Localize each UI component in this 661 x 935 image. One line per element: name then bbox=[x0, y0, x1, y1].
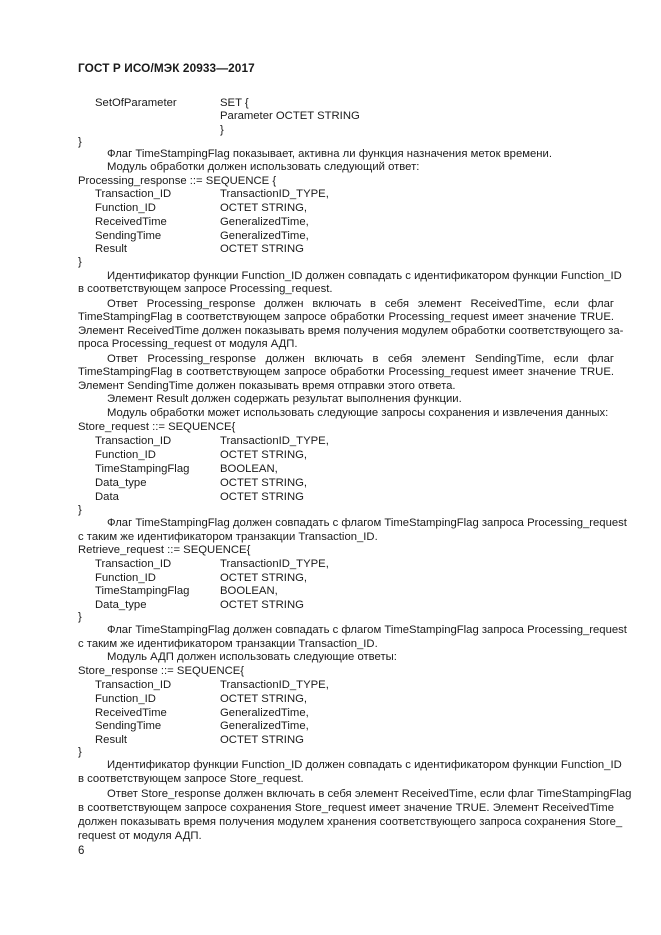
text-line: SET { bbox=[220, 97, 249, 109]
text-line: OCTET STRING, bbox=[220, 693, 308, 705]
text-line: Data_type bbox=[95, 599, 147, 611]
text-line: TransactionID_TYPE, bbox=[220, 435, 329, 447]
text-line: } bbox=[78, 611, 82, 623]
text-line: с таким же идентификатором транзакции Transaction_ID. bbox=[78, 531, 378, 543]
text-line: TimeStampingFlag bbox=[95, 463, 190, 475]
text-line: Store_response ::= SEQUENCE{ bbox=[78, 665, 245, 677]
text-line: Function_ID bbox=[95, 202, 156, 214]
text-line: Флаг TimeStampingFlag должен совпадать с флагом TimeStampingFlag запроса Processing_request bbox=[107, 517, 627, 529]
text-line: OCTET STRING bbox=[220, 243, 304, 255]
text-line: OCTET STRING bbox=[220, 599, 304, 611]
text-line: Элемент ReceivedTime должен показывать время получения модулем обработки соответствующего за- bbox=[78, 325, 624, 337]
text-line: в соответствующем запросе Processing_request. bbox=[78, 283, 333, 295]
text-line: Function_ID bbox=[95, 693, 156, 705]
text-line: Модуль обработки может использовать следующие запросы сохранения и извлечения данных: bbox=[107, 407, 609, 419]
text-line: GeneralizedTime, bbox=[220, 230, 309, 242]
text-line: BOOLEAN, bbox=[220, 463, 278, 475]
text-line: Retrieve_request ::= SEQUENCE{ bbox=[78, 544, 251, 556]
text-line: Transaction_ID bbox=[95, 558, 172, 570]
text-line: } bbox=[220, 124, 224, 136]
text-line: GeneralizedTime, bbox=[220, 707, 309, 719]
text-line: OCTET STRING bbox=[220, 491, 304, 503]
text-line: SendingTime bbox=[95, 720, 162, 732]
text-line: Ответ Processing_response должен включать в себя элемент SendingTime, если флаг bbox=[107, 353, 614, 365]
text-line: Идентификатор функции Function_ID должен совпадать с идентификатором функции Function_ID bbox=[107, 270, 622, 282]
text-line: TimeStampingFlag в соответствующем запросе обработки Processing_request имеет значение TRUE. bbox=[78, 311, 614, 323]
text-line: Result bbox=[95, 243, 128, 255]
text-line: } bbox=[78, 256, 82, 268]
text-line: TimeStampingFlag bbox=[95, 585, 190, 597]
text-line: SetOfParameter bbox=[95, 97, 177, 109]
text-line: TransactionID_TYPE, bbox=[220, 679, 329, 691]
text-line: в соответствующем запросе сохранения Store_request имеет значение TRUE. Элемент ReceivedTime bbox=[78, 802, 614, 814]
text-line: Function_ID bbox=[95, 572, 156, 584]
text-line: ReceivedTime bbox=[95, 707, 167, 719]
text-line: Флаг TimeStampingFlag показывает, активна ли функция назначения меток времени. bbox=[107, 148, 552, 160]
text-line: OCTET STRING, bbox=[220, 572, 308, 584]
text-line: } bbox=[78, 136, 82, 148]
text-line: Элемент SendingTime должен показывать время отправки этого ответа. bbox=[78, 380, 456, 392]
text-line: } bbox=[78, 504, 82, 516]
text-line: Transaction_ID bbox=[95, 188, 172, 200]
text-line: TransactionID_TYPE, bbox=[220, 188, 329, 200]
text-line: OCTET STRING, bbox=[220, 477, 308, 489]
text-line: TimeStampingFlag в соответствующем запросе обработки Processing_request имеет значение TRUE. bbox=[78, 366, 614, 378]
text-line: Parameter OCTET STRING bbox=[220, 110, 360, 122]
page-number: 6 bbox=[78, 845, 85, 857]
document-header: ГОСТ Р ИСО/МЭК 20933—2017 bbox=[78, 61, 255, 75]
text-line: должен показывать время получения модулем хранения соответствующего запроса сохранения Store_ bbox=[78, 816, 623, 828]
text-line: Ответ Store_response должен включать в себя элемент ReceivedTime, если флаг TimeStampingFlag bbox=[107, 788, 632, 800]
text-line: BOOLEAN, bbox=[220, 585, 278, 597]
text-line: OCTET STRING, bbox=[220, 449, 308, 461]
text-line: request от модуля АДП. bbox=[78, 830, 202, 842]
text-line: Data bbox=[95, 491, 119, 503]
text-line: GeneralizedTime, bbox=[220, 216, 309, 228]
text-line: TransactionID_TYPE, bbox=[220, 558, 329, 570]
text-line: проса Processing_request от модуля АДП. bbox=[78, 338, 298, 350]
text-line: Ответ Processing_response должен включать в себя элемент ReceivedTime, если флаг bbox=[107, 298, 614, 310]
text-line: с таким же идентификатором транзакции Transaction_ID. bbox=[78, 638, 378, 650]
text-line: } bbox=[78, 746, 82, 758]
text-line: OCTET STRING, bbox=[220, 202, 308, 214]
text-line: GeneralizedTime, bbox=[220, 720, 309, 732]
text-line: Модуль обработки должен использовать следующий ответ: bbox=[107, 161, 420, 173]
text-line: Data_type bbox=[95, 477, 147, 489]
text-line: Result bbox=[95, 734, 128, 746]
text-line: ReceivedTime bbox=[95, 216, 167, 228]
text-line: Store_request ::= SEQUENCE{ bbox=[78, 421, 236, 433]
text-line: в соответствующем запросе Store_request. bbox=[78, 773, 304, 785]
text-line: Function_ID bbox=[95, 449, 156, 461]
text-line: Элемент Result должен содержать результат выполнения функции. bbox=[107, 393, 462, 405]
text-line: OCTET STRING bbox=[220, 734, 304, 746]
text-line: SendingTime bbox=[95, 230, 162, 242]
text-line: Transaction_ID bbox=[95, 435, 172, 447]
text-line: Transaction_ID bbox=[95, 679, 172, 691]
text-line: Флаг TimeStampingFlag должен совпадать с флагом TimeStampingFlag запроса Processing_request bbox=[107, 624, 627, 636]
text-line: Processing_response ::= SEQUENCE { bbox=[78, 175, 277, 187]
text-line: Идентификатор функции Function_ID должен совпадать с идентификатором функции Function_ID bbox=[107, 759, 622, 771]
text-line: Модуль АДП должен использовать следующие ответы: bbox=[107, 651, 397, 663]
